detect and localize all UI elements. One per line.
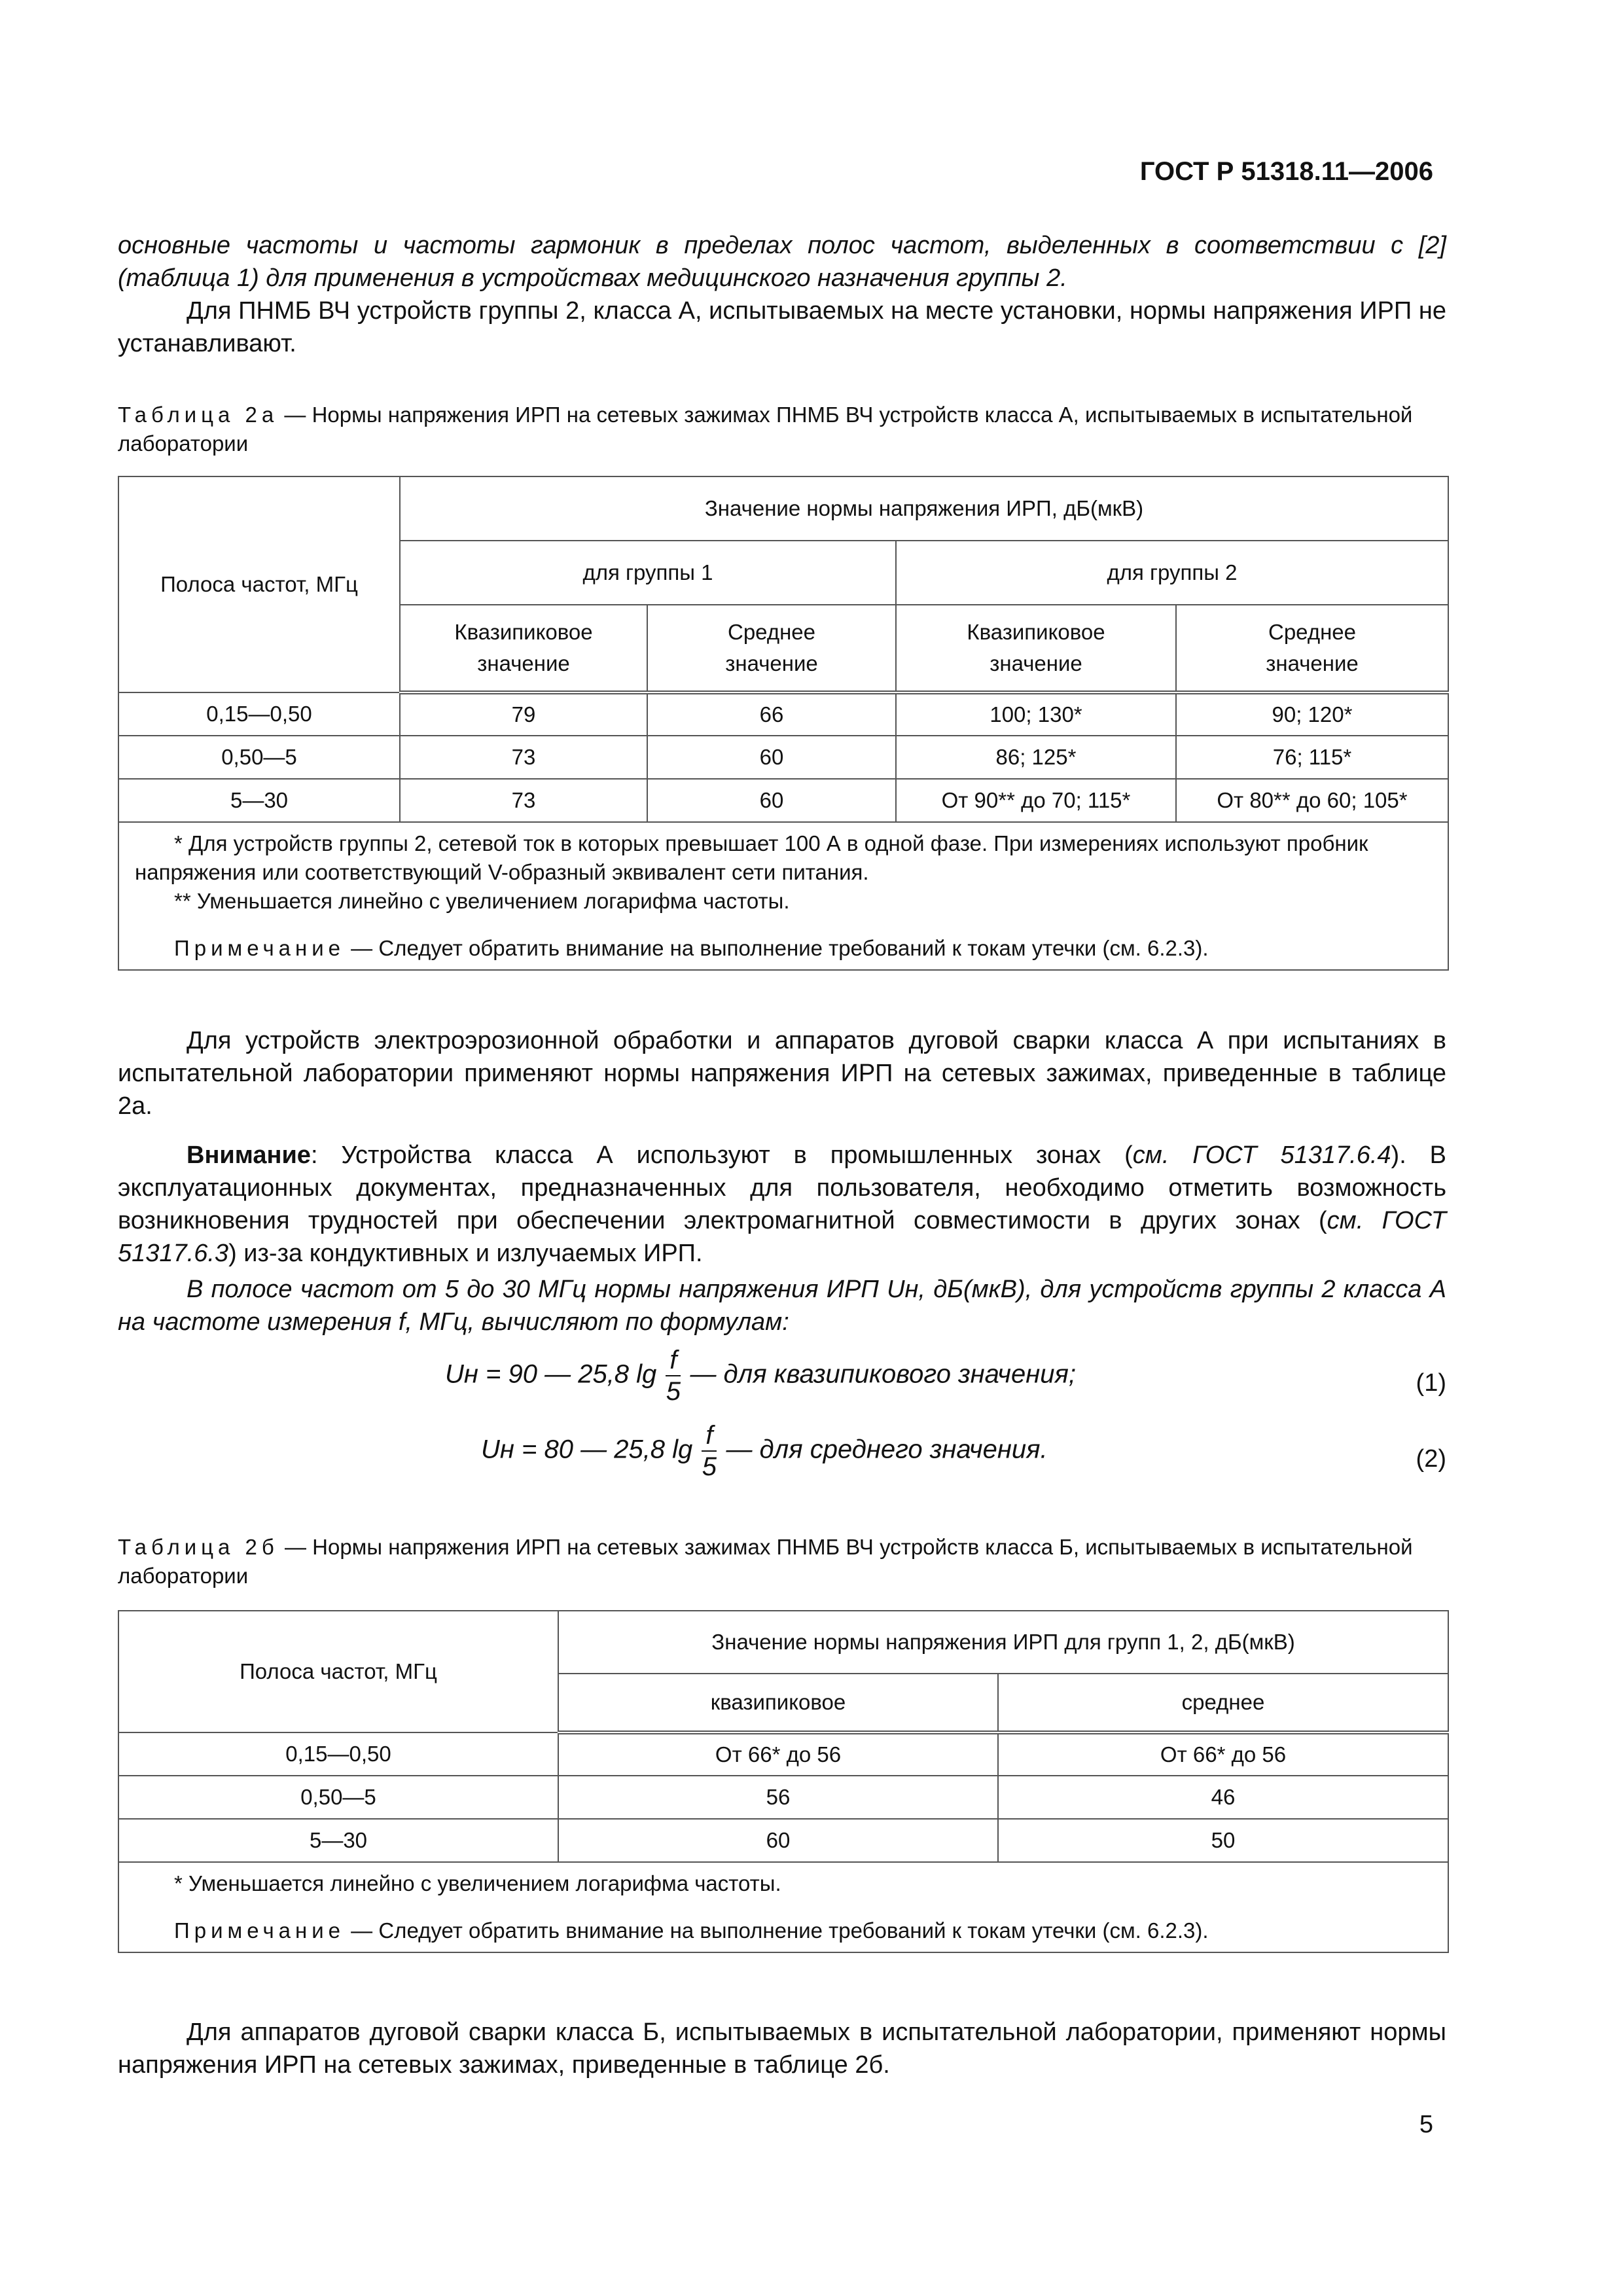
table-2a-group-2: для группы 2: [896, 541, 1448, 605]
table-2a-g1-avg-header: Среднее значение: [647, 605, 896, 692]
table-2a-col-band: Полоса частот, МГц: [118, 476, 400, 692]
table-2a-col-value: Значение нормы напряжения ИРП, дБ(мкВ): [400, 476, 1448, 541]
table-row: 5—30 73 60 От 90** до 70; 115* От 80** до 60; 105*: [118, 779, 1448, 822]
table-2b-quasi-header: квазипиковое: [558, 1674, 998, 1732]
table-row: 0,50—5 56 46: [118, 1776, 1448, 1819]
table-2a-g2-quasi-header: Квазипиковое значение: [896, 605, 1176, 692]
formula-2-number: (2): [1416, 1445, 1446, 1473]
formula-2-fraction: $\frac{f}{5}$: [702, 1421, 717, 1481]
table-2b-caption-label: Таблица 2б: [118, 1535, 279, 1559]
table-2b-col-value: Значение нормы напряжения ИРП для групп 1, 2, дБ(мкВ): [558, 1611, 1448, 1674]
warning-label: Внимание: [187, 1141, 311, 1169]
page-number: 5: [1419, 2111, 1433, 2138]
table-2b-notes-row: [118, 1862, 1448, 1952]
table-2a-group-1: для группы 1: [400, 541, 896, 605]
table-2a-notes-row: [118, 822, 1448, 970]
table-row: 0,15—0,50 От 66* до 56 От 66* до 56: [118, 1732, 1448, 1776]
table-2a-footnote-2: ** Уменьшается линейно с увеличением логарифма частоты.: [174, 889, 790, 913]
table-2a-g1-quasi-header: Квазипиковое значение: [400, 605, 647, 692]
table-2b-caption-text: — Нормы напряжения ИРП на сетевых зажимах ПНМБ ВЧ устройств класса Б, испытываемых в испытательной лаборатории: [118, 1535, 1413, 1588]
table-2a-g2-avg-header: Среднее значение: [1176, 605, 1448, 692]
table-row: 0,50—5 73 60 86; 125* 76; 115*: [118, 736, 1448, 779]
intro-paragraph-2: Для ПНМБ ВЧ устройств группы 2, класса А, испытываемых на месте установки, нормы напряжения ИРП не устанавливают.: [118, 297, 1446, 357]
table-2a-note: Примечание — Следует обратить внимание на выполнение требований к токам утечки (см. 6.2.3).: [174, 936, 1209, 960]
table-2a-caption-text: — Нормы напряжения ИРП на сетевых зажимах ПНМБ ВЧ устройств класса А, испытываемых в испытательной лаборатории: [118, 403, 1413, 456]
table-2a-footnote-1: * Для устройств группы 2, сетевой ток в которых превышает 100 А в одной фазе. При измерениях используют пробник напряжения или соответствующий V-образный эквивалент сети питания.: [135, 831, 1368, 884]
table-2b-avg-header: среднее: [998, 1674, 1448, 1732]
table-2b-notes: [118, 1862, 1448, 1952]
document-header: ГОСТ Р 51318.11—2006: [1139, 157, 1433, 186]
table-2a-caption-label: Таблица 2а: [118, 403, 279, 427]
table-2b-footnote-1: * Уменьшается линейно с увеличением логарифма частоты.: [174, 1871, 781, 1895]
table-2a: [118, 476, 1449, 971]
table-2b-caption: [118, 1533, 1446, 1590]
table-2a-notes: [118, 822, 1448, 970]
table-2b-col-band: Полоса частот, МГц: [118, 1611, 558, 1732]
table-row: 0,15—0,50 79 66 100; 130* 90; 120*: [118, 692, 1448, 736]
table-2a-caption: [118, 401, 1446, 458]
formula-1-fraction: $\frac{f}{5}$: [666, 1346, 681, 1406]
formula-1-number: (1): [1416, 1369, 1446, 1397]
formula-1: Uн = 90 — 25,8 lg $\frac{f}{5}$ — для квазипикового значения;: [445, 1346, 1076, 1406]
warning-paragraph: Внимание: Устройства класса А используют в промышленных зонах (см. ГОСТ 51317.6.4). В эксплуатационных документах, предназначенных для пользователя, необходимо отметить возможность возникновения трудностей при обеспечении электромагнитной совместимости в других зонах (см. ГОСТ 51317.6.3) из-за кондуктивных и излучаемых ИРП.: [118, 1141, 1446, 1267]
table-2b-note: Примечание — Следует обратить внимание на выполнение требований к токам утечки (см. 6.2.3).: [174, 1918, 1209, 1943]
intro-paragraph-1: основные частоты и частоты гармоник в пределах полос частот, выделенных в соответствии с [2] (таблица 1) для применения в устройствах медицинского назначения группы 2.: [118, 232, 1446, 292]
mid-paragraph-1: Для устройств электроэрозионной обработки и аппаратов дуговой сварки класса А при испытаниях в испытательной лаборатории применяют нормы напряжения ИРП на сетевых зажимах, приведенные в таблице 2а.: [118, 1027, 1446, 1120]
formula-2: Uн = 80 — 25,8 lg $\frac{f}{5}$ — для среднего значения.: [481, 1421, 1048, 1481]
table-row: 5—30 60 50: [118, 1819, 1448, 1862]
table-2b: [118, 1610, 1449, 1953]
mid-paragraph-3: В полосе частот от 5 до 30 МГц нормы напряжения ИРП Uн, дБ(мкВ), для устройств группы 2 класса А на частоте измерения f, МГц, вычисляют по формулам:: [118, 1276, 1446, 1336]
closing-paragraph: Для аппаратов дуговой сварки класса Б, испытываемых в испытательной лаборатории, применяют нормы напряжения ИРП на сетевых зажимах, приведенные в таблице 2б.: [118, 2018, 1446, 2079]
